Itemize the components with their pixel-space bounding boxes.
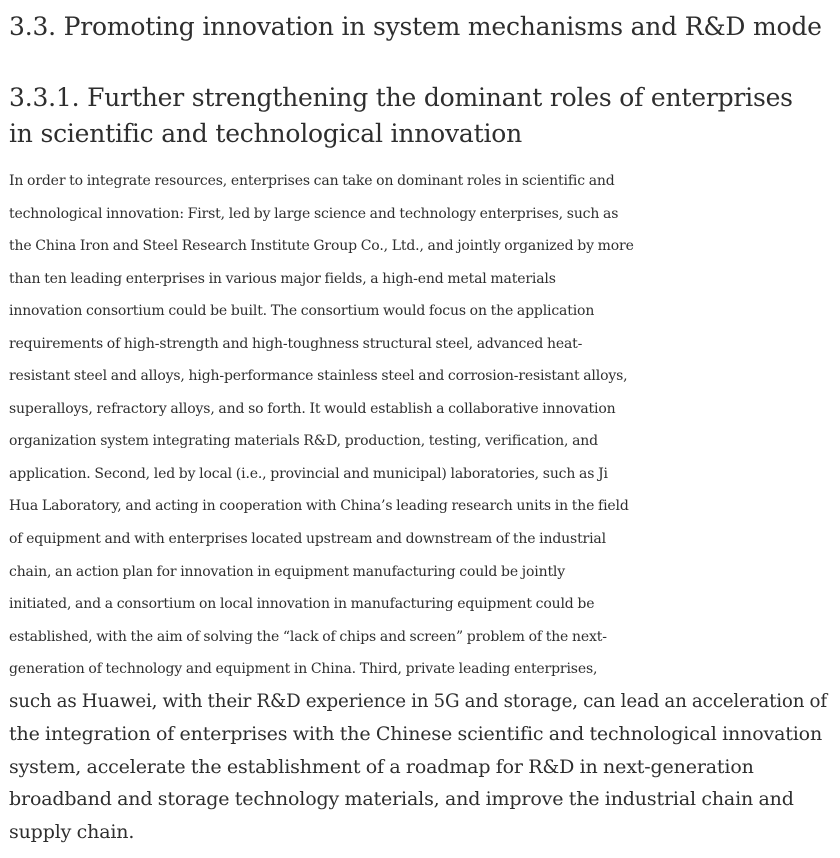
paragraph-line: broadband and storage technology materials, and improve the industrial chain and	[9, 788, 794, 811]
paragraph-line: Hua Laboratory, and acting in cooperation with China’s leading research units in the field	[9, 498, 629, 515]
paragraph-line: technological innovation: First, led by large science and technology enterprises, such as	[9, 205, 619, 222]
paragraph-line: established, with the aim of solving the “lack of chips and screen” problem of the next-	[9, 628, 607, 645]
paragraph-line: In order to integrate resources, enterprises can take on dominant roles in scientific and	[9, 173, 615, 189]
paragraph-line: chain, an action plan for innovation in equipment manufacturing could be jointly	[9, 563, 566, 580]
paragraph-line: the integration of enterprises with the Chinese scientific and technological innovation	[9, 723, 823, 746]
paragraph-line: application. Second, led by local (i.e., provincial and municipal) laboratories, such as Ji	[9, 465, 608, 482]
paragraph-line: organization system integrating materials R&D, production, testing, verification, and	[9, 433, 598, 450]
paragraph-line: of equipment and with enterprises located upstream and downstream of the industrial	[9, 531, 606, 548]
paragraph-line: superalloys, refractory alloys, and so forth. It would establish a collaborative innovation	[9, 400, 616, 417]
body-paragraph	[9, 165, 827, 848]
paragraph-line: initiated, and a consortium on local innovation in manufacturing equipment could be	[9, 596, 595, 613]
paragraph-line: requirements of high-strength and high-toughness structural steel, advanced heat-	[9, 335, 583, 352]
paragraph-line: supply chain.	[9, 820, 135, 843]
paragraph-line: such as Huawei, with their R&D experience in 5G and storage, can lead an acceleration of	[9, 690, 827, 712]
paragraph-line: system, accelerate the establishment of a roadmap for R&D in next-generation	[9, 755, 754, 778]
paragraph-line: generation of technology and equipment in China. Third, private leading enterprises,	[9, 661, 598, 678]
section-heading: 3.3. Promoting innovation in system mechanisms and R&D mode	[9, 12, 822, 41]
subsection-heading: 3.3.1. Further strengthening the dominant roles of enterprises in scientific and technological innovation	[9, 83, 793, 148]
paragraph-line: innovation consortium could be built. The consortium would focus on the application	[9, 303, 595, 320]
paragraph-line: resistant steel and alloys, high-performance stainless steel and corrosion-resistant alloys,	[9, 368, 628, 385]
paragraph-line: the China Iron and Steel Research Institute Group Co., Ltd., and jointly organized by more	[9, 238, 634, 255]
paragraph-line: than ten leading enterprises in various major fields, a high-end metal materials	[9, 270, 556, 287]
